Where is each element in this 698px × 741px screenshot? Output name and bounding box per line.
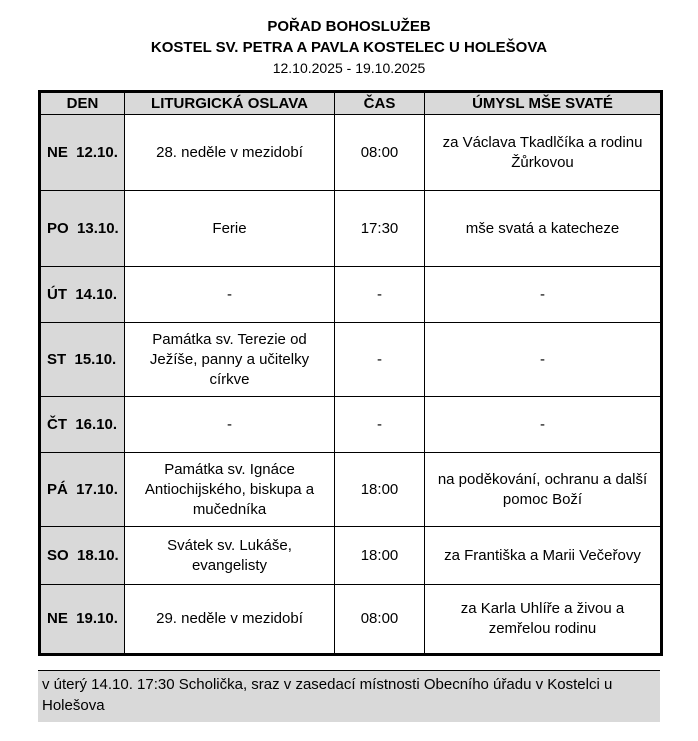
column-header-cas: ČAS: [335, 92, 425, 115]
document-header: [0, 0, 698, 78]
celebration-cell: 29. neděle v mezidobí: [125, 585, 335, 655]
table-row: [40, 115, 662, 191]
date-range: 12.10.2025 - 19.10.2025: [272, 60, 426, 76]
column-header-den: DEN: [40, 92, 125, 115]
schedule-body: [40, 115, 662, 655]
column-header-liturgicka-oslava: LITURGICKÁ OSLAVA: [125, 92, 335, 115]
celebration-cell: -: [125, 267, 335, 323]
intention-cell: -: [425, 397, 662, 453]
celebration-cell: 28. neděle v mezidobí: [125, 115, 335, 191]
time-cell: -: [335, 397, 425, 453]
day-cell: NE 12.10.: [40, 115, 125, 191]
time-cell: 18:00: [335, 527, 425, 585]
time-cell: 08:00: [335, 585, 425, 655]
intention-cell: -: [425, 267, 662, 323]
table-row: [40, 191, 662, 267]
day-cell: ÚT 14.10.: [40, 267, 125, 323]
schedule-table: [38, 90, 663, 656]
celebration-cell: Památka sv. Ignáce Antiochijského, biskupa a mučedníka: [125, 453, 335, 527]
time-cell: 18:00: [335, 453, 425, 527]
day-cell: ČT 16.10.: [40, 397, 125, 453]
celebration-cell: -: [125, 397, 335, 453]
celebration-cell: Svátek sv. Lukáše, evangelisty: [125, 527, 335, 585]
intention-cell: na poděkování, ochranu a další pomoc Boží: [425, 453, 662, 527]
schedule-header-row: [40, 92, 662, 115]
time-cell: -: [335, 267, 425, 323]
time-cell: -: [335, 323, 425, 397]
table-row: [40, 267, 662, 323]
table-row: [40, 527, 662, 585]
celebration-cell: Památka sv. Terezie od Ježíše, panny a učitelky církve: [125, 323, 335, 397]
day-cell: ST 15.10.: [40, 323, 125, 397]
table-row: [40, 585, 662, 655]
intention-cell: -: [425, 323, 662, 397]
day-cell: PO 13.10.: [40, 191, 125, 267]
column-header-umysl: ÚMYSL MŠE SVATÉ: [425, 92, 662, 115]
table-row: [40, 323, 662, 397]
table-row: [40, 397, 662, 453]
intention-cell: za Karla Uhlíře a živou a zemřelou rodinu: [425, 585, 662, 655]
time-cell: 08:00: [335, 115, 425, 191]
table-row: [40, 453, 662, 527]
celebration-cell: Ferie: [125, 191, 335, 267]
day-cell: PÁ 17.10.: [40, 453, 125, 527]
intention-cell: za Františka a Marii Večeřovy: [425, 527, 662, 585]
intention-cell: mše svatá a katecheze: [425, 191, 662, 267]
footer-note: v úterý 14.10. 17:30 Scholička, sraz v zasedací místnosti Obecního úřadu v Kostelci u Holešova: [38, 670, 660, 722]
time-cell: 17:30: [335, 191, 425, 267]
page-subtitle: KOSTEL SV. PETRA A PAVLA KOSTELEC U HOLEŠOVA: [150, 39, 548, 56]
page-title: POŘAD BOHOSLUŽEB: [267, 18, 431, 35]
day-cell: NE 19.10.: [40, 585, 125, 655]
intention-cell: za Václava Tkadlčíka a rodinu Žůrkovou: [425, 115, 662, 191]
day-cell: SO 18.10.: [40, 527, 125, 585]
